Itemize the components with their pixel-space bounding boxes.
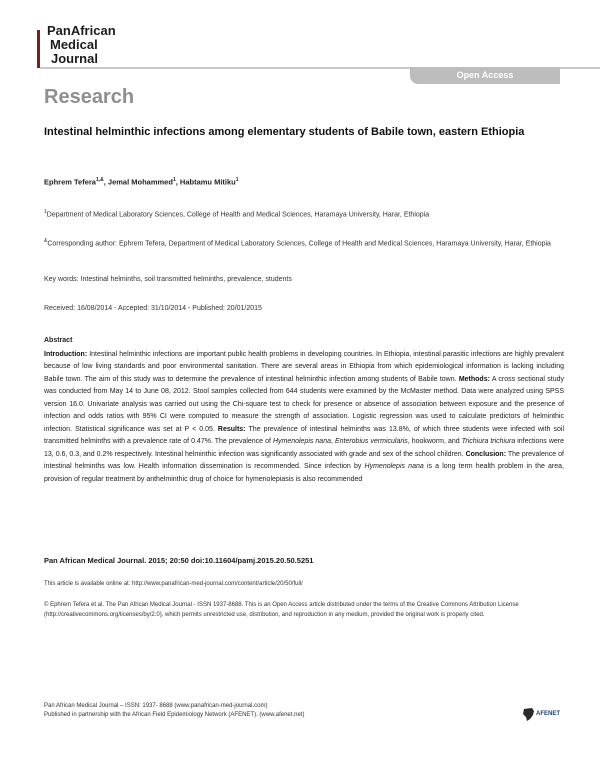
results-text-b: , hookworm, and [407,438,462,445]
conclusion-text-a: The prevalence of intestinal helminths was low. Health information dissemination is recommended. Since infection by [44,450,564,470]
corresponding-author [44,235,564,250]
logo-line-3: Journal [51,51,98,66]
author-3: , Habtamu Mitiku [175,177,236,187]
affiliation-sup: 1 [44,209,47,215]
afenet-logo [520,707,560,723]
corresponding-sup: & [44,238,48,244]
footer [44,702,304,720]
author-2-sup: 1 [172,177,176,183]
logo-line-2: Medical [50,37,98,52]
intro-text: Intestinal helminthic infections are important public health problems in developing countries. In Ethiopia, intestinal parasitic infections are highly prevalent because of low living standards and poor environmental sanitation. There are several areas in Ethiopia from which epidemiological information is lacking including Babile town. The aim of this study was to determine the prevalence of intestinal helminthic infection among students of Babile town. [44,350,564,383]
species-1: Hymenolepis nana [272,438,331,445]
footer-line-1: Pan African Medical Journal – ISSN: 1937- 8688 (www.panafrican-med-journal.com) [44,703,268,709]
species-3: Trichiura trichiura [461,438,516,445]
author-list [44,177,239,187]
species-4: Hymenolepis nana [364,463,424,470]
results-label: Results: [217,425,246,433]
abstract [44,335,564,486]
copyright: © Ephrem Tefera et al. The Pan African Medical Journal - ISSN 1937-8688. This is an Open Access article distributed under the terms of the Creative Commons Attribution License (http://creativecommons.org/licenses/by/2.0), which permits unrestricted use, distribution, and reproduction in any medium, provided the original work is properly cited. [44,602,519,618]
afenet-label: AFENET [536,711,560,717]
author-1: Ephrem Tefera [44,177,96,187]
author-2: , Jemal Mohammed [103,177,173,187]
section-label: Research [44,86,135,108]
logo-line-1: PanAfrican [47,23,116,38]
author-1-sup: 1,& [95,177,104,183]
affiliation-text: Department of Medical Laboratory Sciences, College of Health and Medical Sciences, Haramaya University, Harar, Ethiopia [46,211,430,219]
author-3-sup: 1 [235,177,239,183]
availability-link[interactable]: This article is available online at: http://www.panafrican-med-journal.com/content/article/20/50/full/ [44,581,303,587]
species-sep: , [330,438,335,445]
article-title: Intestinal helminthic infections among elementary students of Babile town, eastern Ethiopia [44,126,525,138]
intro-label: Introduction: [44,350,88,358]
abstract-heading: Abstract [44,337,73,344]
methods-text: A cross sectional study was conducted from May 14 to June 08, 2012. Stool samples collected from 644 students were examined by the McMaster method. Data were analyzed using SPSS version 16.0. Univariate analysis was carried out using the Chi-square test to check for presence or absence of association between exposure and the presence of infection and odds ratios with 95% CI were computed to measure the strength of association. Logistic regression was used to calculate predictors of helminthic infection. Statistical significance was set at P < 0.05. [44,375,564,433]
conclusion-label: Conclusion: [465,450,507,458]
results-text-c: infections were 13, 0.6, 0.3, and 0.2% respectively. Intestinal helminthic infection was significantly associated with grade and sex of the school children. [44,438,564,458]
methods-label: Methods: [458,375,490,383]
species-2: Enterobius vermicularis [334,438,408,445]
keywords: Key words: Intestinal helminths, soil transmitted helminths, prevalence, students [44,276,292,283]
results-text-a: The prevalence of intestinal helminths was 13.8%, of which three students were infected with soil transmitted helminths with a prevalence rate of 0.47%. The prevalence of [44,425,565,445]
open-access-badge: Open Access [410,67,560,84]
affiliation [44,206,564,221]
corresponding-text: Corresponding author: Ephrem Tefera, Department of Medical Laboratory Sciences, College of Health and Medical Sciences, Haramaya University, Harar, Ethiopia [47,240,551,248]
conclusion-text-b: is a long term health problem in the area, provision of regular treatment by anthelminthic drug of choice for hymenolepiasis is also recommended [44,463,564,483]
journal-logo [37,24,116,66]
footer-line-2: Published in partnership with the African Field Epidemiology Network (AFENET). (www.afenet.net) [44,712,305,718]
citation: Pan African Medical Journal. 2015; 20:50 doi:10.11604/pamj.2015.20.50.5251 [44,556,314,565]
dates: Received: 16/08/2014 - Accepted: 31/10/2014 - Published: 20/01/2015 [44,305,262,312]
